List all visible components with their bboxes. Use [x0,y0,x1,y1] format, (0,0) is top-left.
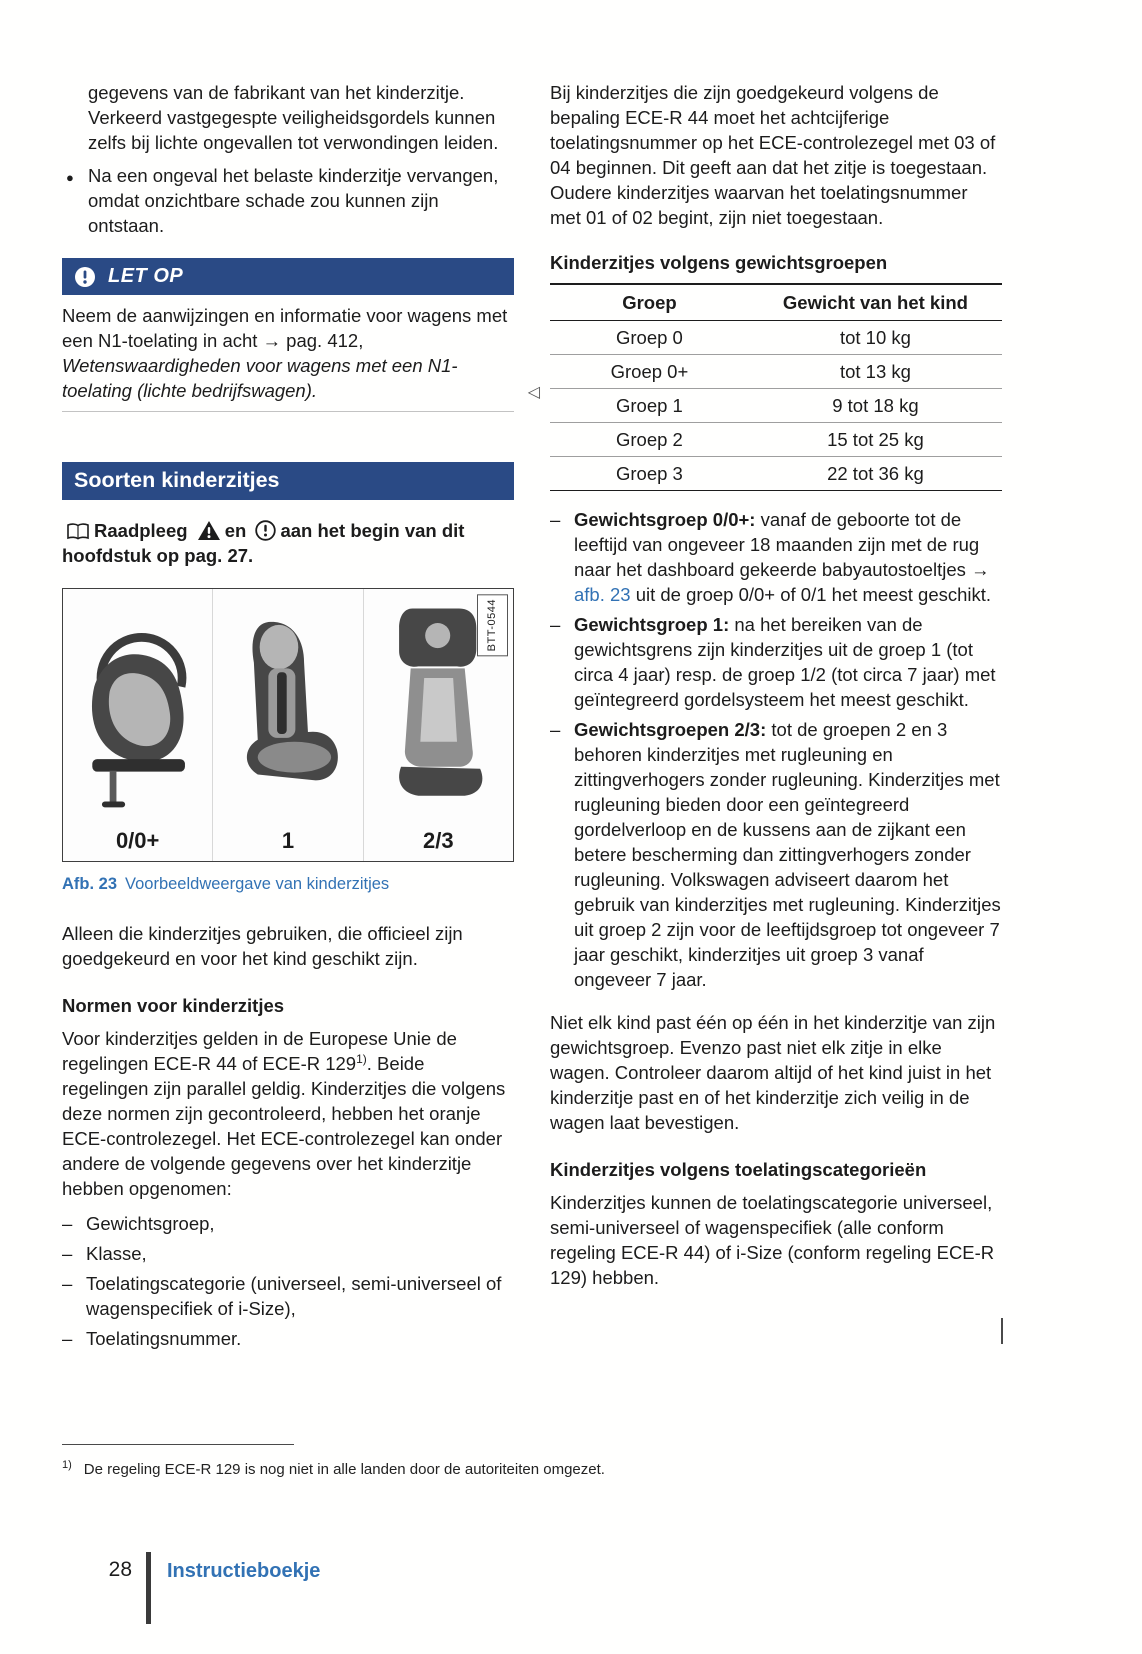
footnote-reference: 1) [356,1051,367,1066]
ece-data-list [62,1211,514,1351]
cell-group: Groep 0+ [550,355,749,389]
figure-caption-text: Voorbeeldweergave van kinderzitjes [125,875,390,893]
dash-marker: – [62,1213,73,1234]
page-footer [62,1552,320,1624]
warning-triangle-icon [197,520,221,541]
figure-panel-infant-carrier [63,589,212,861]
heading-approval-categories: Kinderzitjes volgens toelatingscategorieën [550,1159,927,1180]
list-item-text: Klasse, [86,1243,147,1264]
cell-weight: tot 13 kg [749,355,1002,389]
refer-text-3: aan het begin van dit hoofdstuk op pag. 27. [62,520,465,566]
caution-box [62,258,540,412]
group-text: tot de groepen 2 en 3 behoren kinderzitjes met rugleuning en zittingverhogers zonder rugleuning. Kinderzitjes met rugleuning bieden door een geïntegreerd gordelverloop en de kussens aan de zijkant een betere bescherming dan zittingverhogers zonder rugleuning. Volkswagen adviseert daarom het gebruik van kinderzitjes met rugleuning. Kinderzitjes uit groep 2 zijn voor de leeftijdsgroep tot ongeveer 7 jaar geschikt, kinderzitjes uit groep 3 vanaf ongeveer 7 jaar. [574,719,1001,990]
table-row [550,321,1002,355]
footnote-text: De regeling ECE-R 129 is nog niet in alle landen door de autoriteiten omgezet. [83,1461,605,1478]
figure-23-link[interactable]: afb. 23 [574,584,631,605]
caution-text-italic: Wetenswaardigheden voor wagens met een N1-toelating (lichte bedrijfswagen). [62,355,458,401]
list-item [62,163,514,238]
change-marker [1001,1318,1003,1344]
group-lead: Gewichtsgroepen 2/3: [574,719,767,740]
list-item-text [574,507,1002,607]
caution-text: Neem de aanwijzingen en informatie voor wagens met een N1-toelating in acht → pag. 412, [62,305,508,351]
figure-label-group-1: 1 [281,828,295,853]
cell-weight: 22 tot 36 kg [749,457,1002,491]
footnote-area [62,1444,622,1478]
paragraph-approval-number: Bij kinderzitjes die zijn goedgekeurd volgens de bepaling ECE-R 44 moet het achtcijferige toelatingsnummer op het ECE-controlezegel met 03 of 04 beginnen. Dit geeft aan dat het zitje is toegestaan. Oudere kinderzitjes waarvan het toelatingsnummer met 01 of 02 begint, zijn niet toegestaan. [550,82,996,228]
footnote-marker: 1) [62,1459,72,1471]
group-lead: Gewichtsgroep 0/0+: [574,509,756,530]
two-column-layout [62,80,1062,1351]
heading-weight-groups: Kinderzitjes volgens gewichtsgroepen [550,252,888,273]
figure-label-group-2-3: 2/3 [423,828,454,853]
table-row [550,389,1002,423]
exclamation-circle-icon [74,266,96,288]
heading-norms: Normen voor kinderzitjes [62,995,285,1016]
dash-marker: – [62,1328,73,1349]
norms-text-after-sup: . Beide regelingen zijn parallel geldig. Kinderzitjes die volgens deze normen zijn gecontroleerd, hebben het oranje ECE-controlezegel. Het ECE-controlezegel kan onder andere de volgende gegevens over het kinderzitje hebben opgenomen: [62,1053,506,1199]
figure-caption [62,872,514,897]
group-lead: Gewichtsgroep 1: [574,614,730,635]
group-text: uit de groep 0/0+ of 0/1 het meest geschikt. [630,584,992,605]
list-item-text: Toelatingscategorie (universeel, semi-universeel of wagenspecifiek of i-Size), [86,1273,502,1319]
list-item [550,717,1002,992]
paragraph-official-seats: Alleen die kinderzitjes gebruiken, die officieel zijn goedgekeurd en voor het kind geschikt zijn. [62,923,463,969]
figure-caption-label: Afb. 23 [62,875,118,893]
list-item [550,507,1002,607]
page-number: 28 [108,1558,132,1581]
cell-weight: 9 tot 18 kg [749,389,1002,423]
table-row [550,355,1002,389]
table-row [550,423,1002,457]
left-column [62,80,540,1351]
cell-group: Groep 1 [550,389,749,423]
weight-groups-table [550,283,1002,491]
cell-group: Groep 0 [550,321,749,355]
paragraph-fit: Niet elk kind past één op één in het kinderzitje van zijn gewichtsgroep. Evenzo past niet elk zitje in elke wagen. Controleer daarom altijd of het kind juist in het kinderzitje past en of het kinderzitje zich veilig in de wagen laat bevestigen. [550,1012,996,1133]
dash-marker: – [550,719,561,740]
list-item-text [574,717,1002,992]
refer-text-2: en [224,520,247,541]
list-item [550,612,1002,712]
section-header: Soorten kinderzitjes [62,462,514,500]
cell-group: Groep 3 [550,457,749,491]
refer-text-1: Raadpleeg [94,520,188,541]
dash-marker: – [62,1243,73,1264]
weight-group-descriptions [550,507,1002,992]
group-text: na het bereiken van de gewichtsgrens zijn kinderzitjes uit de groep 1 (tot circa 4 jaar) resp. de groep 1/2 (tot circa 7 jaar) met geïntegreerd gordelsysteem het meest geschikt. [574,614,996,710]
list-item-text [574,612,1002,712]
footnote-rule [62,1444,294,1445]
manual-title: Instructieboekje [167,1560,321,1582]
footnote [62,1461,622,1478]
norms-text-before-sup: Voor kinderzitjes gelden in de Europese Unie de regelingen ECE-R 44 of ECE-R 129 [62,1028,457,1074]
cell-group: Groep 2 [550,423,749,457]
list-item [62,1271,514,1321]
caution-box-header [62,258,514,295]
figure-label-group-0: 0/0+ [115,828,160,853]
figure-panel-toddler-seat [212,589,362,861]
figure-child-seats [62,588,514,862]
caution-box-body [62,295,514,403]
list-item [62,1241,514,1266]
continuation-marker: ◁ [527,384,540,401]
list-item-text: Gewichtsgroep, [86,1213,215,1234]
dash-marker: – [550,614,561,635]
dash-marker: – [550,509,561,530]
table-row [550,457,1002,491]
paragraph-approval-categories: Kinderzitjes kunnen de toelatingscategorie universeel, semi-universeel of wagenspecifiek (alle conform regeling ECE-R 44) of i-Size (conform regeling ECE-R 129) hebben. [550,1192,995,1288]
cell-weight: tot 10 kg [749,321,1002,355]
book-icon [66,523,90,541]
paragraph-norms [62,1026,514,1201]
note-circle-icon [255,520,276,541]
toddler-seat-illustration [213,595,362,817]
list-item [62,1211,514,1236]
refer-paragraph [62,518,514,568]
cell-weight: 15 tot 25 kg [749,423,1002,457]
table-header-group: Groep [550,284,749,321]
infant-carrier-illustration [63,595,212,817]
table-header-weight: Gewicht van het kind [749,284,1002,321]
list-item-text: Na een ongeval het belaste kinderzitje vervangen, omdat onzichtbare schade zou kunnen zijn ontstaan. [88,165,499,236]
dash-marker: – [62,1273,73,1294]
right-column [550,80,1002,1351]
list-item [62,1326,514,1351]
list-item-text: Toelatingsnummer. [86,1328,242,1349]
caution-box-title: LET OP [108,265,184,287]
bullet-continuation-text: gegevens van de fabrikant van het kinderzitje. Verkeerd vastgegespte veiligheidsgordels kunnen zelfs bij lichte ongevallen tot verwondingen leiden. [88,82,499,153]
bullet-marker: ● [66,170,74,185]
figure-reference-code: BTT-0544 [477,594,508,656]
table-header-row [550,284,1002,321]
group-text: vanaf de geboorte tot de leeftijd van ongeveer 18 maanden zijn met de rug naar het dashboard gekeerde babyautostoeltjes → [574,509,990,580]
footer-divider-bar [146,1552,151,1624]
